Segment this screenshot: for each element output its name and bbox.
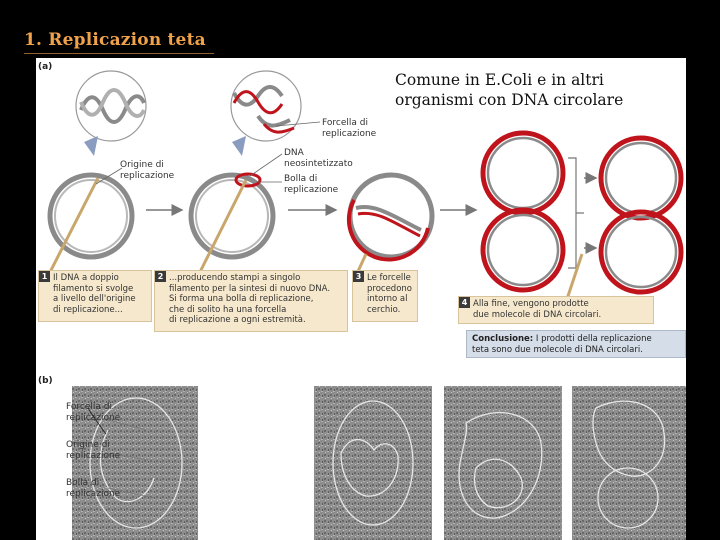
origin-label-line-2: replicazione (120, 171, 175, 181)
figure (36, 58, 686, 540)
fork-label (322, 118, 376, 140)
slide-title: 1. Replicazion teta (24, 30, 206, 50)
step-3-box (352, 270, 418, 322)
stage4-diagram (483, 133, 681, 302)
step-2-line: ...producendo stampi a singolo (169, 273, 301, 283)
b-origin-label (66, 440, 120, 462)
stage4-bracket (568, 158, 584, 268)
step-1-line: Il DNA a doppio (53, 273, 119, 283)
fork-label-line-1: Forcella di (322, 118, 368, 128)
stage4-pointer (566, 254, 582, 302)
b-origin-label-line-2: replicazione (66, 451, 121, 461)
new-dna-label-line-2: neosintetizzato (284, 159, 353, 169)
b-bubble-label-line-2: replicazione (66, 489, 121, 499)
stage4-dna-circle (483, 133, 563, 213)
stage4-result-circle-inner (606, 143, 676, 213)
stage1-zoom-circle (76, 71, 146, 141)
stage2-dna-circle (191, 175, 273, 257)
stage2-zoom-arrow (232, 136, 246, 156)
step-2-line: che di solito ha una forcella (169, 304, 287, 315)
step-1-line: a livello dell'origine (53, 294, 136, 304)
bubble-label (284, 174, 338, 196)
newdna-label-line (250, 154, 282, 176)
stage4-dna-circle-inner (488, 138, 558, 208)
b-fork-label-line-1: Forcella di (66, 402, 112, 412)
micrograph-3 (444, 386, 562, 540)
b-fork-label (66, 402, 120, 424)
step-1-line: di replicazione... (53, 304, 123, 315)
step-1-line: filamento si svolge (53, 283, 134, 294)
conclusion-box (466, 330, 686, 358)
stage3-diagram (349, 175, 432, 280)
stage1-dna-circle (50, 175, 132, 257)
bubble-label-line-1: Bolla di (284, 174, 318, 184)
bubble-label-line-2: replicazione (284, 185, 339, 195)
b-bubble-label (66, 478, 120, 500)
step-3-number: 3 (353, 271, 364, 282)
b-bubble-label-line-1: Bolla di (66, 478, 100, 488)
step-2-box (154, 270, 348, 332)
step-4-box (458, 296, 654, 324)
conclusion-text-2: teta sono due molecole di DNA circolari. (472, 344, 643, 355)
origin-label-line-1: Origine di (120, 160, 164, 170)
step-3-line: intorno al (367, 294, 408, 304)
stage4-dna-circle (483, 210, 563, 290)
fork-label-line-2: replicazione (322, 129, 377, 139)
step-3-line: Le forcelle (367, 273, 411, 283)
step-1-box (38, 270, 152, 322)
new-dna-label (284, 148, 353, 170)
step-2-line: filamento per la sintesi di nuovo DNA. (169, 283, 331, 294)
panel-b-label: (b) (38, 376, 53, 386)
conclusion-heading: Conclusione: (472, 334, 534, 344)
step-2-line: Si forma una bolla di replicazione, (169, 294, 314, 304)
step-4-line: due molecole di DNA circolari. (473, 309, 602, 320)
title-underline (24, 53, 214, 54)
stage4-result-circle-inner (606, 217, 676, 287)
step-2-number: 2 (155, 271, 166, 282)
panel-a-label: (a) (38, 62, 53, 72)
stage1-zoom-arrow (84, 136, 98, 156)
step-4-number: 4 (459, 297, 470, 308)
step-2-line: di replicazione a ogni estremità. (169, 315, 306, 325)
step-4-line: Alla fine, vengono prodotte (473, 299, 589, 309)
step-1-number: 1 (39, 271, 50, 282)
step-3-line: procedono (367, 283, 412, 294)
new-dna-label-line-1: DNA (284, 148, 304, 158)
caption (395, 70, 685, 110)
stage2-dna-circle-inner (196, 180, 268, 252)
caption-line-2: organismi con DNA circolare (395, 91, 624, 109)
origin-label (120, 160, 174, 182)
micrograph-2-actual (314, 386, 432, 540)
b-origin-label-line-1: Origine di (66, 440, 110, 450)
step-3-line: cerchio. (367, 304, 401, 315)
conclusion-text-1: I prodotti della replicazione (533, 334, 652, 344)
b-fork-label-line-2: replicazione (66, 413, 121, 423)
stage4-result-circle (601, 138, 681, 218)
stage4-dna-circle-inner (488, 215, 558, 285)
stage4-result-circle (601, 212, 681, 292)
micrograph-4 (572, 386, 686, 540)
caption-line-1: Comune in E.Coli e in altri (395, 71, 604, 89)
